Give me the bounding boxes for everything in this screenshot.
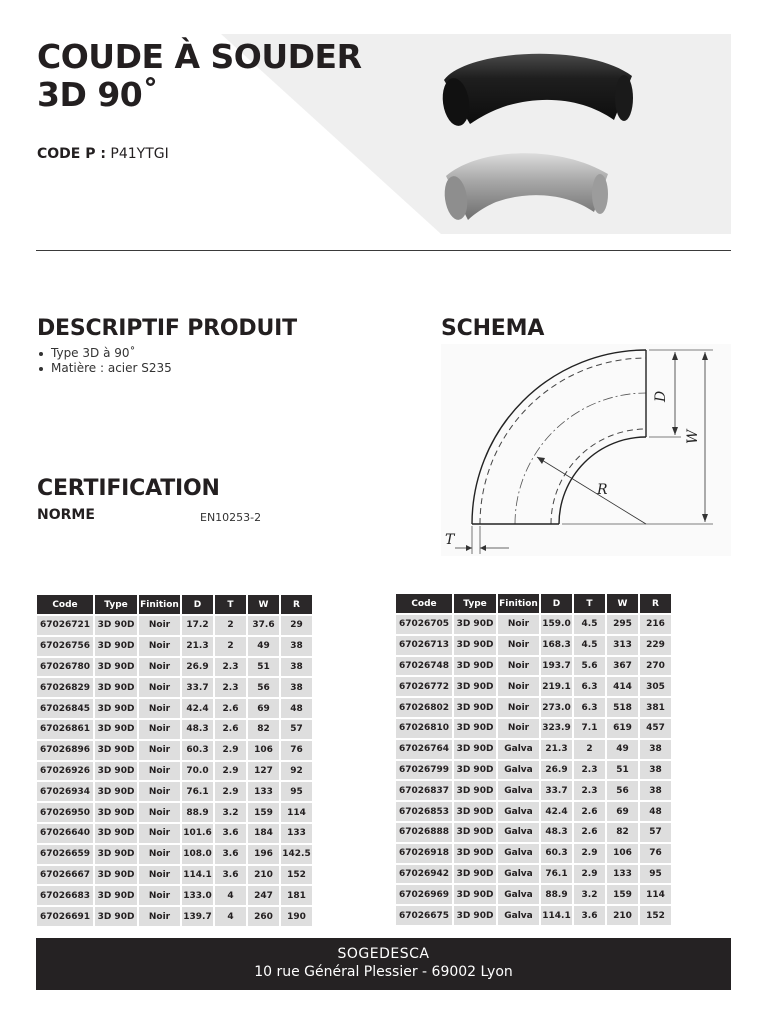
table-cell: 3D 90D [95,762,137,781]
table-cell: 2.9 [574,844,605,863]
table-cell: 3D 90D [95,845,137,864]
table-cell: 67026888 [396,823,452,842]
table-cell: 82 [607,823,638,842]
table-cell: 4 [215,886,246,905]
table-row [396,906,671,925]
table-cell: Galva [498,865,539,884]
table-cell: 2.6 [215,720,246,739]
schema-label-r: R [597,482,608,498]
table-cell: 2.6 [574,802,605,821]
table-cell: 3D 90D [95,824,137,843]
table-cell: 3D 90D [95,720,137,739]
table-cell: 159 [607,885,638,904]
table-cell: 518 [607,698,638,717]
table-header-row [37,595,312,614]
certification-heading: CERTIFICATION [37,476,220,501]
table-cell: 67026969 [396,885,452,904]
table-cell: 60.3 [182,741,213,760]
table-row [37,886,312,905]
table-cell: 210 [607,906,638,925]
table-cell: 95 [281,782,312,801]
table-cell: 48 [640,802,671,821]
table-cell: 56 [607,781,638,800]
schema-label-d: D [653,390,669,402]
table-cell: 67026845 [37,699,93,718]
table-cell: 6.3 [574,677,605,696]
table-cell: 305 [640,677,671,696]
table-cell: 127 [248,762,279,781]
table-cell: 5.6 [574,657,605,676]
table-cell: Noir [139,699,180,718]
table-cell: 3D 90D [454,865,496,884]
table-cell: 42.4 [541,802,572,821]
table-row [37,845,312,864]
table-cell: 38 [640,740,671,759]
table-row [396,865,671,884]
table-row [37,616,312,635]
table-cell: 216 [640,615,671,634]
table-cell: 26.9 [541,761,572,780]
table-cell: 367 [607,657,638,676]
table-cell: 313 [607,636,638,655]
norme-label: NORME [37,507,95,523]
table-cell: 273.0 [541,698,572,717]
table-cell: Noir [139,741,180,760]
table-row [396,740,671,759]
table-cell: 26.9 [182,658,213,677]
table-row [396,885,671,904]
table-row [37,720,312,739]
table-cell: 3D 90D [454,698,496,717]
table-cell: 57 [640,823,671,842]
product-code [37,146,169,162]
table-cell: 3D 90D [454,657,496,676]
table-cell: 76.1 [182,782,213,801]
column-header-finition: Finition [139,595,180,614]
table-cell: Galva [498,906,539,925]
table-cell: Galva [498,761,539,780]
table-cell: 67026721 [37,616,93,635]
table-cell: Galva [498,781,539,800]
table-cell: 3D 90D [454,740,496,759]
product-title-line1: COUDE À SOUDER [37,37,362,76]
table-cell: 2.3 [574,761,605,780]
table-cell: 210 [248,866,279,885]
norme-value: EN10253-2 [200,511,262,524]
table-cell: Noir [139,824,180,843]
table-cell: 67026799 [396,761,452,780]
table-cell: Noir [139,678,180,697]
spec-table-right [394,592,673,927]
table-cell: 414 [607,677,638,696]
table-cell: 88.9 [541,885,572,904]
table-cell: 33.7 [182,678,213,697]
table-cell: 67026829 [37,678,93,697]
feature-item: Matière : acier S235 [37,361,172,376]
product-code-value: P41YTGI [110,146,169,162]
table-cell: 106 [248,741,279,760]
table-row [37,803,312,822]
table-cell: 270 [640,657,671,676]
table-cell: 3.6 [215,845,246,864]
table-row [37,637,312,656]
table-cell: 67026802 [396,698,452,717]
table-row [37,824,312,843]
feature-item: Type 3D à 90˚ [37,346,172,361]
table-cell: 67026861 [37,720,93,739]
table-cell: 619 [607,719,638,738]
schema-label-w: W [685,429,701,444]
table-cell: Noir [498,657,539,676]
table-cell: 193.7 [541,657,572,676]
table-cell: 17.2 [182,616,213,635]
table-cell: 67026934 [37,782,93,801]
table-row [396,677,671,696]
table-cell: Noir [139,845,180,864]
table-cell: Galva [498,844,539,863]
table-cell: Noir [139,637,180,656]
table-cell: 3.6 [215,866,246,885]
table-cell: 3D 90D [454,636,496,655]
table-cell: 67026675 [396,906,452,925]
column-header-finition: Finition [498,594,539,613]
table-cell: 3D 90D [454,761,496,780]
table-cell: 3D 90D [95,866,137,885]
table-cell: 3D 90D [95,658,137,677]
table-cell: 51 [607,761,638,780]
table-cell: 67026837 [396,781,452,800]
table-cell: 92 [281,762,312,781]
table-cell: 37.6 [248,616,279,635]
table-cell: 4.5 [574,636,605,655]
table-cell: 82 [248,720,279,739]
table-cell: 49 [607,740,638,759]
table-cell: 133 [248,782,279,801]
table-cell: 56 [248,678,279,697]
table-cell: 67026780 [37,658,93,677]
table-cell: 67026713 [396,636,452,655]
table-cell: 3D 90D [454,719,496,738]
table-cell: 67026764 [396,740,452,759]
table-cell: 76 [640,844,671,863]
table-cell: 457 [640,719,671,738]
table-row [37,699,312,718]
table-cell: 67026640 [37,824,93,843]
table-cell: 295 [607,615,638,634]
table-cell: 69 [248,699,279,718]
table-cell: 3D 90D [454,906,496,925]
table-cell: Noir [139,886,180,905]
table-cell: 3D 90D [454,844,496,863]
table-cell: 3D 90D [95,637,137,656]
table-cell: Noir [139,866,180,885]
table-cell: 2.9 [215,782,246,801]
table-cell: 3.6 [574,906,605,925]
table-cell: 38 [281,637,312,656]
table-cell: 67026756 [37,637,93,656]
table-cell: 152 [640,906,671,925]
table-cell: 381 [640,698,671,717]
table-cell: 184 [248,824,279,843]
table-cell: 3D 90D [95,741,137,760]
table-row [37,741,312,760]
table-cell: 114.1 [541,906,572,925]
table-cell: 114.1 [182,866,213,885]
table-cell: 4 [215,907,246,926]
table-cell: 3D 90D [95,782,137,801]
table-cell: 2.3 [215,658,246,677]
table-cell: 67026667 [37,866,93,885]
table-cell: Noir [139,762,180,781]
table-row [396,615,671,634]
column-header-type: Type [454,594,496,613]
table-cell: 4.5 [574,615,605,634]
table-cell: Galva [498,802,539,821]
column-header-d: D [541,594,572,613]
table-cell: 2.9 [215,741,246,760]
table-cell: 3D 90D [454,823,496,842]
table-row [396,761,671,780]
column-header-w: W [248,595,279,614]
table-cell: 51 [248,658,279,677]
table-cell: 142.5 [281,845,312,864]
table-cell: 49 [248,637,279,656]
table-row [37,907,312,926]
table-row [37,866,312,885]
table-cell: 159.0 [541,615,572,634]
table-cell: 108.0 [182,845,213,864]
table-cell: 67026772 [396,677,452,696]
table-cell: 133.0 [182,886,213,905]
table-cell: 67026705 [396,615,452,634]
table-cell: 3D 90D [454,615,496,634]
table-cell: 168.3 [541,636,572,655]
table-cell: 219.1 [541,677,572,696]
table-cell: 67026748 [396,657,452,676]
product-title-line2: 3D 90˚ [37,75,159,114]
table-cell: 76.1 [541,865,572,884]
spec-table-left [35,593,314,928]
table-cell: 6.3 [574,698,605,717]
table-cell: 48.3 [182,720,213,739]
table-cell: 67026926 [37,762,93,781]
table-cell: 42.4 [182,699,213,718]
schema-heading: SCHEMA [441,316,545,341]
table-row [37,658,312,677]
table-cell: 67026950 [37,803,93,822]
table-cell: 3D 90D [95,616,137,635]
table-cell: 196 [248,845,279,864]
table-row [396,719,671,738]
column-header-t: T [574,594,605,613]
table-cell: 3D 90D [95,886,137,905]
table-cell: 3D 90D [95,907,137,926]
table-cell: Noir [498,677,539,696]
table-row [396,698,671,717]
table-cell: 67026659 [37,845,93,864]
table-cell: 67026810 [396,719,452,738]
table-cell: Noir [139,658,180,677]
table-cell: 21.3 [541,740,572,759]
table-cell: 3D 90D [454,677,496,696]
table-row [396,636,671,655]
table-cell: 3.2 [215,803,246,822]
table-cell: 101.6 [182,824,213,843]
table-cell: 67026918 [396,844,452,863]
table-cell: Noir [498,636,539,655]
elbow-schema-diagram [441,344,731,556]
table-cell: 70.0 [182,762,213,781]
table-cell: 159 [248,803,279,822]
table-cell: 48.3 [541,823,572,842]
table-cell: 114 [640,885,671,904]
table-cell: 69 [607,802,638,821]
column-header-type: Type [95,595,137,614]
table-cell: 2.6 [574,823,605,842]
table-cell: 133 [281,824,312,843]
table-cell: 3D 90D [454,885,496,904]
table-cell: 181 [281,886,312,905]
table-cell: 29 [281,616,312,635]
table-cell: Noir [139,720,180,739]
table-cell: 323.9 [541,719,572,738]
table-cell: Noir [139,907,180,926]
table-cell: 48 [281,699,312,718]
table-cell: Galva [498,740,539,759]
table-row [37,782,312,801]
footer [36,938,731,990]
table-cell: 114 [281,803,312,822]
descriptif-heading: DESCRIPTIF PRODUIT [37,316,297,341]
table-cell: 38 [281,678,312,697]
table-cell: 2 [574,740,605,759]
table-cell: 88.9 [182,803,213,822]
footer-address: 10 rue Général Plessier - 69002 Lyon [254,964,513,980]
product-code-label: CODE P : [37,146,106,162]
black-elbow-image [436,42,646,132]
table-cell: 260 [248,907,279,926]
table-cell: 2.9 [215,762,246,781]
table-cell: 2.6 [215,699,246,718]
table-cell: 133 [607,865,638,884]
table-cell: 21.3 [182,637,213,656]
table-row [37,678,312,697]
table-cell: 2.3 [215,678,246,697]
table-cell: 2.9 [574,865,605,884]
table-cell: 3.2 [574,885,605,904]
column-header-r: R [281,595,312,614]
descriptif-feature-list [37,346,172,376]
table-row [396,823,671,842]
table-cell: 2 [215,637,246,656]
table-cell: 38 [281,658,312,677]
table-cell: 67026853 [396,802,452,821]
table-cell: 106 [607,844,638,863]
table-cell: 3D 90D [454,781,496,800]
table-cell: Noir [498,719,539,738]
header-divider [36,250,731,251]
table-row [396,844,671,863]
column-header-t: T [215,595,246,614]
table-cell: 229 [640,636,671,655]
galvanized-elbow-image [438,146,618,226]
column-header-r: R [640,594,671,613]
table-cell: Noir [139,803,180,822]
table-cell: Noir [139,616,180,635]
table-cell: Galva [498,823,539,842]
table-cell: 190 [281,907,312,926]
table-cell: 2.3 [574,781,605,800]
table-cell: 2 [215,616,246,635]
table-cell: 57 [281,720,312,739]
table-cell: 152 [281,866,312,885]
table-cell: 76 [281,741,312,760]
table-cell: 67026683 [37,886,93,905]
footer-company: SOGEDESCA [337,946,430,962]
table-cell: 3D 90D [95,699,137,718]
table-cell: 33.7 [541,781,572,800]
table-header-row [396,594,671,613]
column-header-code: Code [396,594,452,613]
column-header-w: W [607,594,638,613]
table-cell: 67026896 [37,741,93,760]
table-cell: Galva [498,885,539,904]
product-title [37,38,361,114]
schema-label-t: T [445,532,455,548]
table-cell: 3.6 [215,824,246,843]
table-row [37,762,312,781]
table-cell: 67026691 [37,907,93,926]
table-cell: 3D 90D [95,678,137,697]
table-row [396,781,671,800]
table-cell: 38 [640,781,671,800]
table-row [396,657,671,676]
table-cell: 247 [248,886,279,905]
table-row [396,802,671,821]
table-cell: 95 [640,865,671,884]
column-header-code: Code [37,595,93,614]
table-cell: Noir [498,615,539,634]
table-cell: 139.7 [182,907,213,926]
table-cell: Noir [498,698,539,717]
table-cell: 67026942 [396,865,452,884]
table-cell: 7.1 [574,719,605,738]
table-cell: Noir [139,782,180,801]
table-cell: 38 [640,761,671,780]
table-cell: 60.3 [541,844,572,863]
column-header-d: D [182,595,213,614]
table-cell: 3D 90D [95,803,137,822]
table-cell: 3D 90D [454,802,496,821]
